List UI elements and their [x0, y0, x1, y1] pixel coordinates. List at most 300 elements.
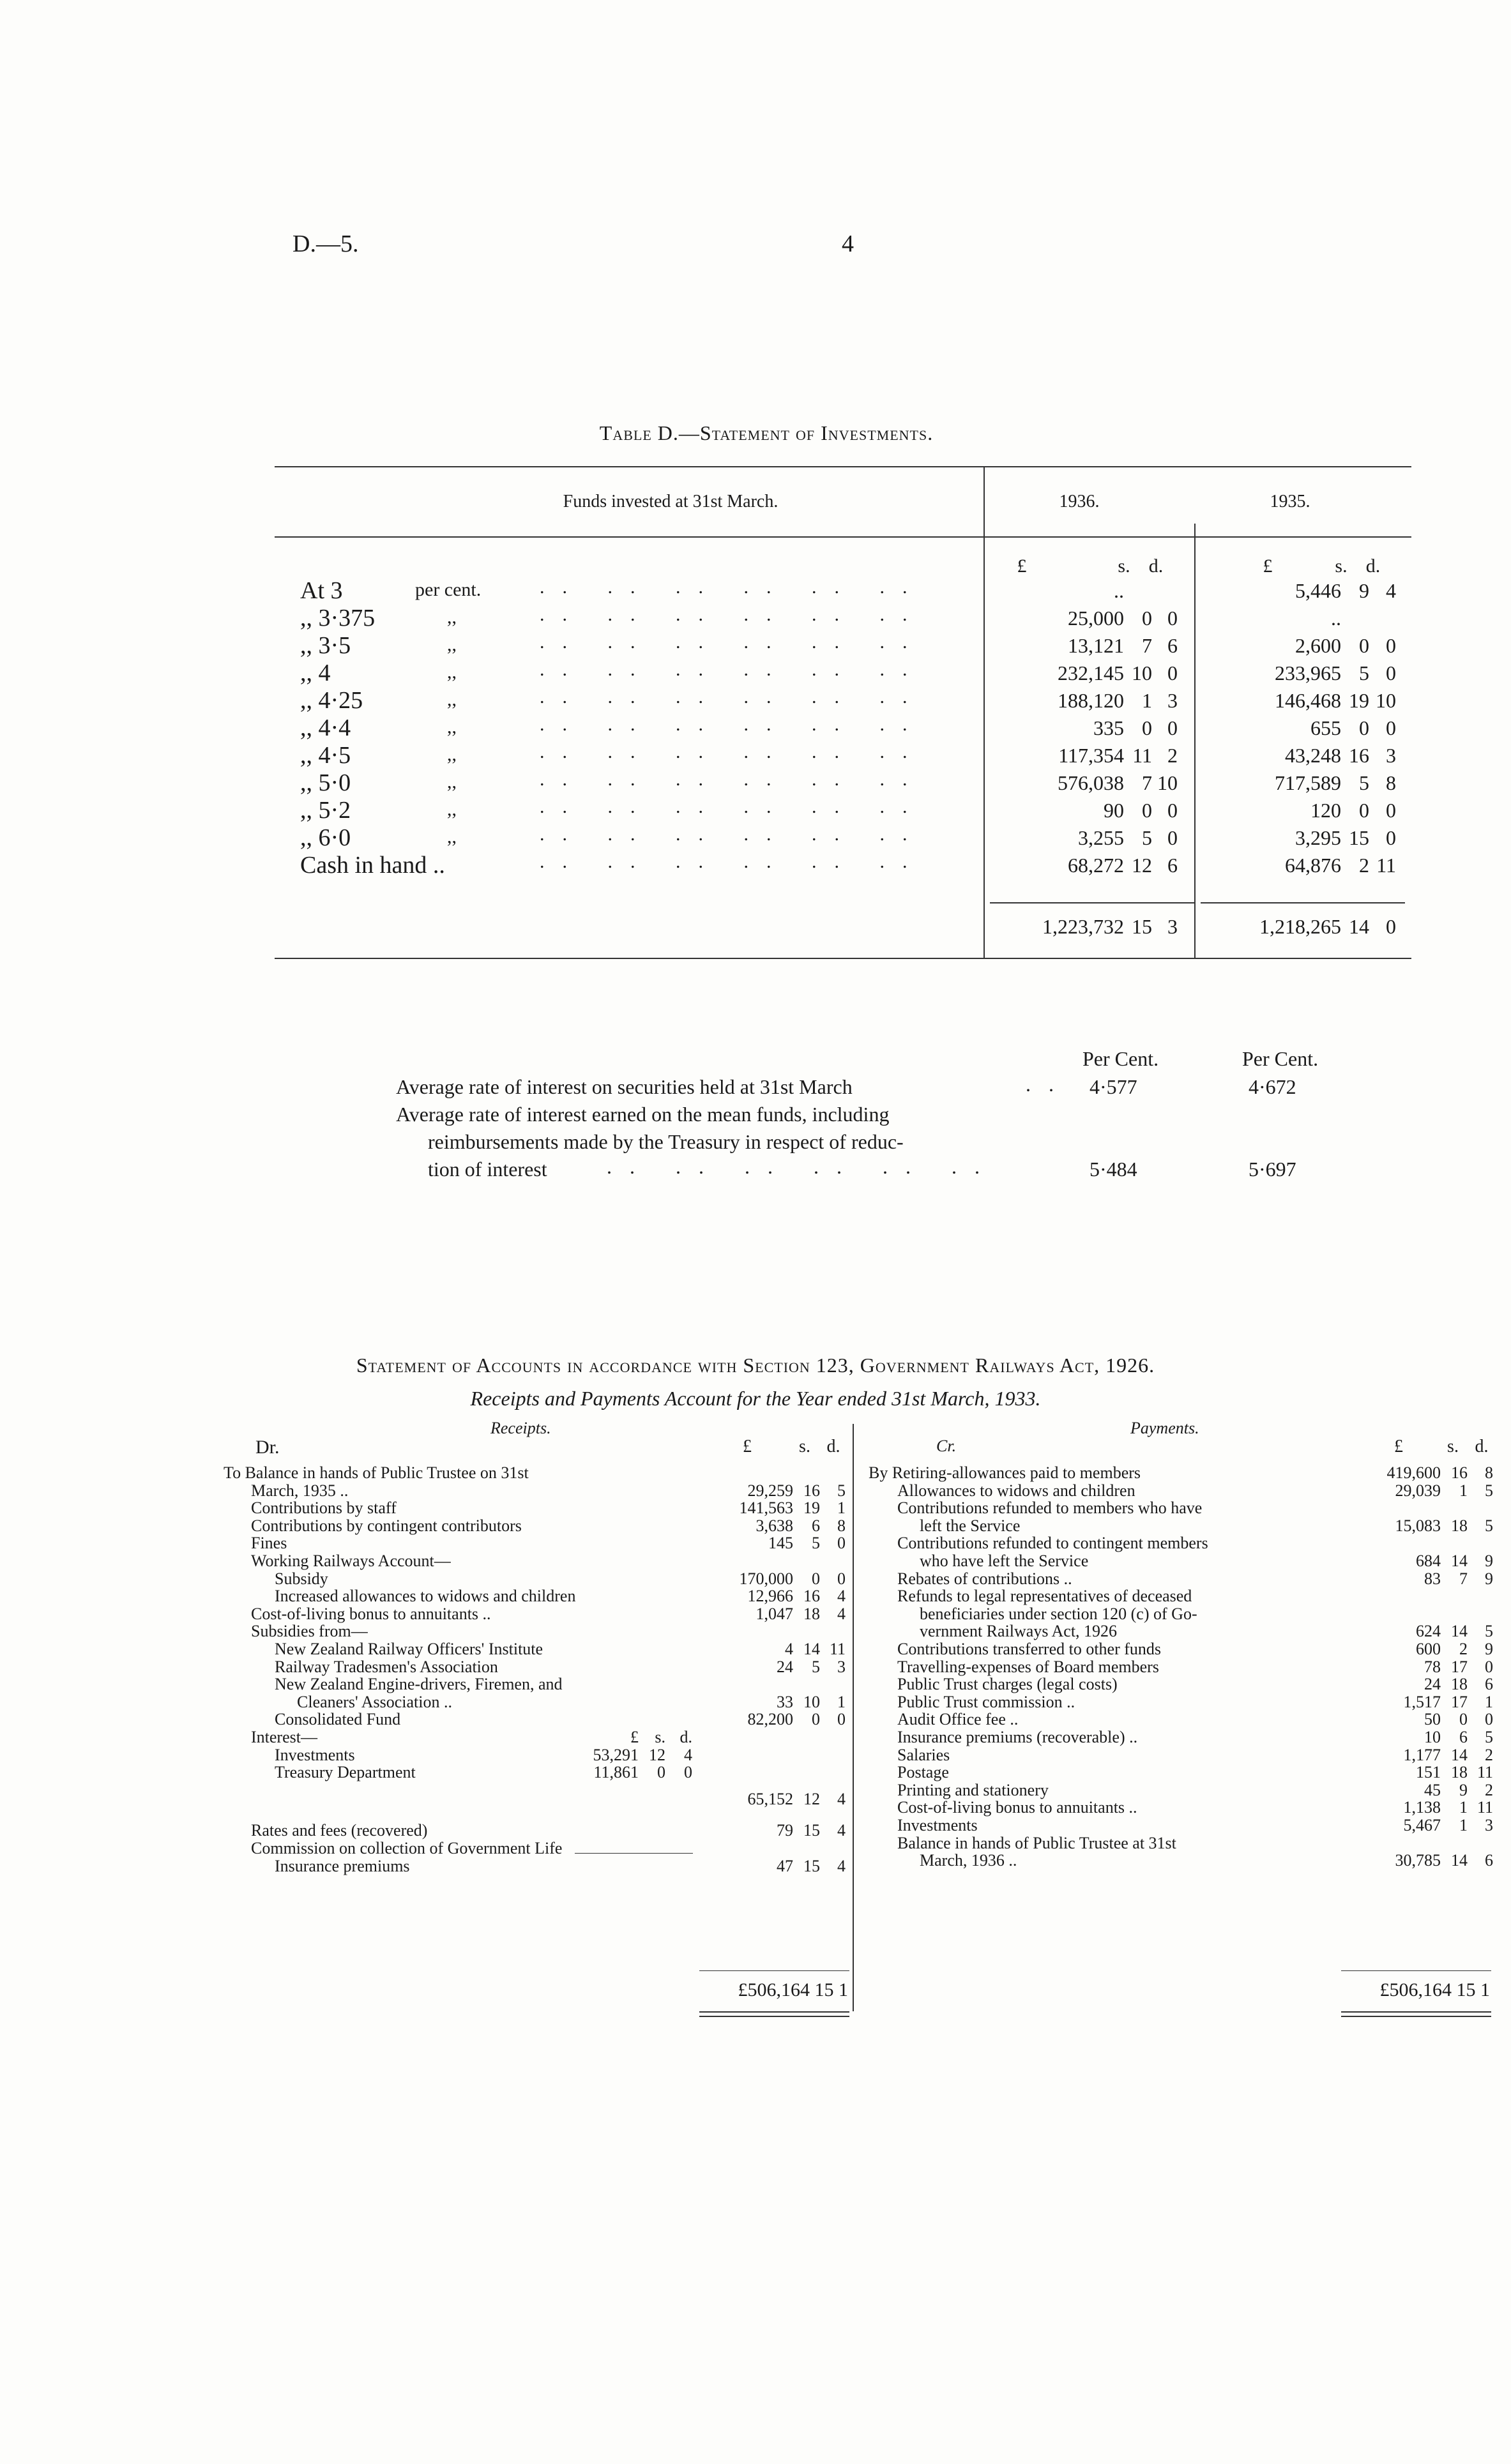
payment-amount-pence: 9 — [1485, 1552, 1493, 1570]
amount-1936-pence: 0 — [1167, 661, 1178, 684]
unit-pound: £ — [1017, 556, 1027, 577]
amount-1935-shillings: 2 — [1359, 854, 1369, 877]
payment-amount-shillings: 14 — [1451, 1552, 1468, 1570]
interest-subtotal-rule — [575, 1853, 693, 1854]
receipt-item-label: New Zealand Railway Officers' Institute — [275, 1640, 543, 1658]
rate-line1-a: 4·577 — [1090, 1075, 1137, 1098]
payment-amount-shillings: 7 — [1459, 1569, 1468, 1588]
payment-item-label: Allowances to widows and children — [897, 1481, 1135, 1500]
rate-line2b: reimbursements made by the Treasury in respect of reduc- — [428, 1130, 904, 1153]
investment-rate-label: At 3 — [300, 577, 343, 604]
leader-dots: .. .. .. .. .. .. — [607, 1155, 998, 1178]
amount-1935-pence: 10 — [1376, 689, 1396, 712]
payment-amount-pounds: 78 — [1424, 1657, 1441, 1676]
leader-dots: .. .. .. .. .. .. — [540, 824, 925, 845]
receipt-amount-pence: 4 — [837, 1587, 846, 1606]
amount-1936-pounds: 335 — [1093, 716, 1124, 739]
payment-amount-shillings: 1 — [1459, 1798, 1468, 1817]
leader-dots: .. — [1026, 1073, 1072, 1096]
header-rule — [275, 536, 1411, 538]
investment-rate-suffix: ,, — [447, 607, 457, 628]
leader-dots: .. .. .. .. .. .. — [540, 741, 925, 762]
payment-amount-shillings: 16 — [1451, 1463, 1468, 1482]
col-head-shillings: s. — [1447, 1437, 1459, 1456]
payment-amount-shillings: 14 — [1451, 1745, 1468, 1764]
receipt-amount-pounds: 145 — [768, 1534, 793, 1553]
receipt-amount-shillings: 14 — [803, 1640, 820, 1658]
amount-1935-pence: 11 — [1376, 854, 1396, 877]
amount-1936-pounds: 13,121 — [1068, 634, 1124, 657]
receipt-amount-pence: 0 — [837, 1569, 846, 1588]
investment-rate-suffix: ,, — [447, 716, 457, 737]
payment-amount-pence: 9 — [1485, 1569, 1493, 1588]
receipt-amount-pence: 1 — [837, 1499, 846, 1518]
unit-pound: £ — [1263, 556, 1273, 577]
investment-rate-label: ,, 4·4 — [300, 714, 351, 741]
receipt-amount-shillings: 15 — [803, 1856, 820, 1875]
investments-title: Table D.—Statement of Investments. — [599, 421, 934, 444]
amount-1935-shillings: 9 — [1359, 579, 1369, 602]
investment-rate-label: ,, 4 — [300, 660, 331, 686]
amount-1936-shillings: 0 — [1142, 799, 1152, 822]
rate-header-a: Per Cent. — [1082, 1047, 1159, 1070]
receipt-amount-pounds: 29,259 — [747, 1481, 793, 1500]
receipt-amount-pounds: 141,563 — [739, 1499, 793, 1518]
amount-1936-pence: 3 — [1167, 689, 1178, 712]
receipt-amount-pounds: 47 — [777, 1856, 793, 1875]
amount-1936-pence: 6 — [1167, 634, 1178, 657]
interest-treasury-shillings: 0 — [657, 1763, 665, 1782]
unit-pence: d. — [1365, 556, 1381, 577]
amount-1936-shillings: 0 — [1142, 607, 1152, 630]
payment-amount-pence: 6 — [1485, 1851, 1493, 1870]
receipt-item-label: Treasury Department — [275, 1763, 416, 1782]
amount-1936-pounds: 232,145 — [1058, 661, 1124, 684]
payment-amount-pounds: 1,138 — [1403, 1798, 1441, 1817]
cr-label: Cr. — [936, 1437, 957, 1455]
payment-item-label: Balance in hands of Public Trustee at 31st — [897, 1833, 1176, 1852]
total-1936-pounds: 1,223,732 — [1042, 915, 1124, 938]
rate-line2-a: 5·484 — [1090, 1158, 1137, 1181]
total-1935-pounds: 1,218,265 — [1259, 915, 1341, 938]
amount-1936-pounds: 90 — [1104, 799, 1124, 822]
receipt-amount-pounds: 65,152 — [747, 1789, 793, 1808]
payment-item-label: Salaries — [897, 1745, 950, 1764]
investment-rate-suffix: ,, — [447, 771, 457, 792]
payment-amount-pence: 2 — [1485, 1780, 1493, 1799]
unit-shilling: s. — [1118, 556, 1130, 577]
amount-1936-shillings: 1 — [1142, 689, 1152, 712]
interest-treasury-pounds: 11,861 — [593, 1763, 639, 1782]
interest-head-shillings: s. — [655, 1728, 665, 1746]
amount-1935-shillings: 19 — [1349, 689, 1369, 712]
investment-rate-suffix: ,, — [447, 634, 457, 655]
payments-total-rule-double-2 — [1341, 2016, 1491, 2017]
accounts-center-divider — [853, 1424, 854, 2011]
receipt-amount-shillings: 12 — [803, 1789, 820, 1808]
receipt-amount-pounds: 82,200 — [747, 1710, 793, 1729]
receipt-item-label: Interest— — [251, 1728, 317, 1746]
amount-1936-shillings: 7 — [1142, 771, 1152, 794]
payment-amount-pounds: 624 — [1416, 1622, 1441, 1641]
amount-1935-shillings: 5 — [1359, 661, 1369, 684]
amount-1935-pence: 0 — [1386, 661, 1396, 684]
payment-amount-pence: 11 — [1477, 1798, 1493, 1817]
receipt-item-label: Commission on collection of Government Life — [251, 1839, 563, 1857]
receipt-amount-pounds: 12,966 — [747, 1587, 793, 1606]
payment-amount-pence: 9 — [1485, 1640, 1493, 1658]
receipt-item-label: Cleaners' Association .. — [297, 1692, 452, 1711]
amount-1935-pounds: 233,965 — [1275, 661, 1341, 684]
payment-amount-pounds: 30,785 — [1395, 1851, 1441, 1870]
header-1935: 1935. — [1270, 492, 1310, 511]
amount-1935-pence: 4 — [1386, 579, 1396, 602]
investment-rate-label: ,, 3·5 — [300, 632, 351, 659]
payment-amount-pounds: 600 — [1416, 1640, 1441, 1658]
amount-1936-shillings: 0 — [1142, 716, 1152, 739]
payments-total-rule-top — [1341, 1970, 1491, 1971]
receipt-item-label: March, 1935 .. — [251, 1481, 349, 1500]
amount-1936-pence: 10 — [1157, 771, 1178, 794]
investment-rate-label: Cash in hand .. — [300, 852, 445, 879]
total-1935-pence: 0 — [1386, 915, 1396, 938]
payment-amount-pounds: 419,600 — [1386, 1463, 1441, 1482]
payments-total-rule-double-1 — [1341, 2011, 1491, 2013]
investment-rate-suffix: ,, — [447, 661, 457, 683]
amount-1936-shillings: 7 — [1142, 634, 1152, 657]
receipt-amount-pounds: 170,000 — [739, 1569, 793, 1588]
receipt-amount-shillings: 6 — [812, 1516, 820, 1535]
payment-item-label: beneficiaries under section 120 (c) of Go- — [920, 1604, 1197, 1623]
amount-1935-pounds: 5,446 — [1295, 579, 1341, 602]
amount-1936-pence: 2 — [1167, 744, 1178, 767]
payment-amount-shillings: 2 — [1459, 1640, 1468, 1658]
receipt-amount-pounds: 1,047 — [756, 1604, 793, 1623]
amount-1935-pounds: 64,876 — [1285, 854, 1341, 877]
receipts-total-rule-top — [699, 1970, 849, 1971]
leader-dots: .. .. .. .. .. .. — [540, 659, 925, 680]
receipt-amount-shillings: 18 — [803, 1604, 820, 1623]
amount-1935-pence: 8 — [1386, 771, 1396, 794]
payment-amount-shillings: 1 — [1459, 1481, 1468, 1500]
receipt-amount-pence: 0 — [837, 1534, 846, 1553]
amount-1936-shillings: 5 — [1142, 826, 1152, 849]
payment-amount-pounds: 83 — [1424, 1569, 1441, 1588]
receipt-amount-pence: 3 — [837, 1657, 846, 1676]
leader-dots: .. .. .. .. .. .. — [540, 851, 925, 872]
total-1936-shillings: 15 — [1132, 915, 1152, 938]
payment-amount-shillings: 18 — [1451, 1763, 1468, 1782]
payment-amount-pence: 1 — [1485, 1692, 1493, 1711]
rate-line2-b: 5·697 — [1249, 1158, 1296, 1181]
receipt-amount-pounds: 3,638 — [756, 1516, 793, 1535]
receipt-item-label: Investments — [275, 1745, 355, 1764]
payment-item-label: Audit Office fee .. — [897, 1710, 1019, 1729]
payment-amount-pounds: 15,083 — [1395, 1516, 1441, 1535]
payment-item-label: Postage — [897, 1763, 949, 1782]
payment-item-label: Public Trust charges (legal costs) — [897, 1675, 1118, 1694]
receipt-amount-pence: 5 — [837, 1481, 846, 1500]
receipt-amount-shillings: 16 — [803, 1481, 820, 1500]
receipt-amount-shillings: 10 — [803, 1692, 820, 1711]
amount-1935-shillings: 0 — [1359, 716, 1369, 739]
payment-amount-shillings: 14 — [1451, 1851, 1468, 1870]
receipt-item-label: Subsidies from— — [251, 1622, 368, 1641]
amount-1936-pence: 0 — [1167, 716, 1178, 739]
receipt-item-label: Working Railways Account— — [251, 1552, 451, 1570]
table-top-rule — [275, 466, 1411, 467]
receipt-item-label: Increased allowances to widows and children — [275, 1587, 576, 1606]
payment-item-label: March, 1936 .. — [920, 1851, 1017, 1870]
investment-rate-label: ,, 3·375 — [300, 605, 376, 631]
amount-1935-pounds: 2,600 — [1295, 634, 1341, 657]
amount-1936-shillings: 11 — [1132, 744, 1152, 767]
interest-investments-shillings: 12 — [649, 1745, 665, 1764]
receipt-amount-pence: 4 — [837, 1821, 846, 1840]
payment-item-label: Refunds to legal representatives of deceased — [897, 1587, 1192, 1606]
amount-1935-pence: 0 — [1386, 634, 1396, 657]
leader-dots: .. .. .. .. .. .. — [540, 631, 925, 653]
accounts-subtitle: Receipts and Payments Account for the Year ended 31st March, 1933. — [470, 1387, 1041, 1410]
payment-item-label: left the Service — [920, 1516, 1021, 1535]
receipt-amount-shillings: 16 — [803, 1587, 820, 1606]
payment-amount-shillings: 9 — [1459, 1780, 1468, 1799]
amount-1936-pounds: 576,038 — [1058, 771, 1124, 794]
amount-1935-pounds: 146,468 — [1275, 689, 1341, 712]
payment-amount-shillings: 17 — [1451, 1692, 1468, 1711]
payment-amount-pence: 6 — [1485, 1675, 1493, 1694]
col-head-pence: d. — [826, 1437, 840, 1456]
col-head-shillings: s. — [799, 1437, 810, 1456]
receipt-amount-pence: 11 — [829, 1640, 846, 1658]
payment-amount-pence: 5 — [1485, 1622, 1493, 1641]
amount-1936-pence: 6 — [1167, 854, 1178, 877]
payment-item-label: Rebates of contributions .. — [897, 1569, 1072, 1588]
payment-item-label: vernment Railways Act, 1926 — [920, 1622, 1118, 1641]
payment-item-label: Cost-of-living bonus to annuitants .. — [897, 1798, 1137, 1817]
amount-1935-shillings: 16 — [1349, 744, 1369, 767]
receipts-total-rule-double-1 — [699, 2011, 849, 2013]
payment-amount-shillings: 18 — [1451, 1516, 1468, 1535]
payment-item-label: Travelling-expenses of Board members — [897, 1657, 1159, 1676]
receipt-amount-pounds: 79 — [777, 1821, 793, 1840]
amount-1936-pounds: 25,000 — [1068, 607, 1124, 630]
investment-rate-label: ,, 5·0 — [300, 769, 351, 796]
amount-1936-pounds: .. — [1114, 579, 1124, 602]
amount-1936-pence: 0 — [1167, 826, 1178, 849]
receipt-item-label: Subsidy — [275, 1569, 328, 1588]
payment-amount-shillings: 17 — [1451, 1657, 1468, 1676]
payment-amount-pence: 3 — [1485, 1816, 1493, 1834]
payment-amount-shillings: 18 — [1451, 1675, 1468, 1694]
interest-head-pounds: £ — [630, 1728, 639, 1746]
receipt-amount-shillings: 15 — [803, 1821, 820, 1840]
payment-amount-pounds: 5,467 — [1403, 1816, 1441, 1834]
amount-1936-pounds: 68,272 — [1068, 854, 1124, 877]
investment-rate-suffix: ,, — [447, 826, 457, 847]
receipt-amount-pounds: 24 — [777, 1657, 793, 1676]
payment-item-label: Public Trust commission .. — [897, 1692, 1075, 1711]
header-funds: Funds invested at 31st March. — [563, 492, 778, 511]
investment-rate-suffix: ,, — [447, 744, 457, 765]
payment-amount-shillings: 6 — [1459, 1728, 1468, 1746]
rate-line1: Average rate of interest on securities held at 31st March — [396, 1075, 853, 1098]
amount-1935-pounds: 43,248 — [1285, 744, 1341, 767]
interest-investments-pence: 4 — [684, 1745, 692, 1764]
payment-amount-shillings: 1 — [1459, 1816, 1468, 1834]
payment-amount-pence: 5 — [1485, 1516, 1493, 1535]
interest-treasury-pence: 0 — [684, 1763, 692, 1782]
amount-1935-shillings: 0 — [1359, 799, 1369, 822]
payment-amount-pounds: 1,517 — [1403, 1692, 1441, 1711]
receipts-total-rule-double-2 — [699, 2016, 849, 2017]
rate-header-b: Per Cent. — [1242, 1047, 1319, 1070]
amount-1935-pence: 3 — [1386, 744, 1396, 767]
table-bottom-rule — [275, 958, 1411, 959]
dr-label: Dr. — [255, 1437, 280, 1458]
receipts-total: £506,164 15 1 — [738, 1979, 848, 2000]
receipt-item-label: Consolidated Fund — [275, 1710, 401, 1729]
leader-dots: .. .. .. .. .. .. — [540, 577, 925, 598]
payments-heading: Payments. — [1130, 1419, 1199, 1437]
col-head-pence: d. — [1475, 1437, 1489, 1456]
payment-amount-shillings: 0 — [1459, 1710, 1468, 1729]
receipt-item-label: Contributions by staff — [251, 1499, 397, 1518]
receipt-amount-shillings: 0 — [812, 1569, 820, 1588]
payment-amount-pence: 2 — [1485, 1745, 1493, 1764]
payment-amount-pounds: 10 — [1424, 1728, 1441, 1746]
receipt-amount-pence: 8 — [837, 1516, 846, 1535]
receipt-item-label: Cost-of-living bonus to annuitants .. — [251, 1604, 491, 1623]
investment-rate-label: ,, 5·2 — [300, 797, 351, 824]
receipt-amount-pence: 1 — [837, 1692, 846, 1711]
investment-rate-suffix: ,, — [447, 689, 457, 710]
payment-amount-pence: 0 — [1485, 1657, 1493, 1676]
investment-rate-label: ,, 6·0 — [300, 824, 351, 851]
total-1936-pence: 3 — [1167, 915, 1178, 938]
rate-line2c: tion of interest — [428, 1158, 547, 1181]
col-head-pounds: £ — [1394, 1437, 1403, 1456]
total-1935-shillings: 14 — [1349, 915, 1369, 938]
payment-item-label: Printing and stationery — [897, 1780, 1049, 1799]
leader-dots: .. .. .. .. .. .. — [540, 686, 925, 707]
receipts-heading: Receipts. — [490, 1419, 551, 1437]
receipt-amount-pounds: 33 — [777, 1692, 793, 1711]
payment-item-label: Insurance premiums (recoverable) .. — [897, 1728, 1138, 1746]
leader-dots: .. .. .. .. .. .. — [540, 604, 925, 625]
rate-line1-b: 4·672 — [1249, 1075, 1296, 1098]
payment-item-label: who have left the Service — [920, 1552, 1089, 1570]
receipt-item-label: To Balance in hands of Public Trustee on 31st — [224, 1463, 529, 1482]
receipt-amount-pence: 0 — [837, 1710, 846, 1729]
amount-1936-shillings: 10 — [1132, 661, 1152, 684]
payment-amount-pence: 5 — [1485, 1481, 1493, 1500]
payment-amount-pounds: 684 — [1416, 1552, 1441, 1570]
leader-dots: .. .. .. .. .. .. — [540, 714, 925, 735]
payment-amount-pounds: 45 — [1424, 1780, 1441, 1799]
receipt-item-label: Railway Tradesmen's Association — [275, 1657, 498, 1676]
investment-rate-label: ,, 4·25 — [300, 687, 363, 714]
leader-dots: .. .. .. .. .. .. — [540, 769, 925, 790]
amount-1935-pounds: 655 — [1310, 716, 1341, 739]
receipt-amount-shillings: 5 — [812, 1657, 820, 1676]
payment-amount-pounds: 50 — [1424, 1710, 1441, 1729]
payment-amount-pounds: 151 — [1416, 1763, 1441, 1782]
payments-total: £506,164 15 1 — [1379, 1979, 1490, 2000]
interest-investments-pounds: 53,291 — [593, 1745, 639, 1764]
header-1936: 1936. — [1059, 492, 1100, 511]
investment-rate-suffix: ,, — [447, 799, 457, 820]
total-rule-1935 — [1201, 902, 1405, 903]
payment-item-label: Contributions transferred to other funds — [897, 1640, 1162, 1658]
amount-1935-pence: 0 — [1386, 716, 1396, 739]
receipt-amount-pounds: 4 — [785, 1640, 793, 1658]
payment-amount-pence: 11 — [1477, 1763, 1493, 1782]
leader-dots: .. .. .. .. .. .. — [540, 796, 925, 817]
receipt-amount-pence: 4 — [837, 1604, 846, 1623]
amount-1935-shillings: 5 — [1359, 771, 1369, 794]
unit-shilling: s. — [1335, 556, 1348, 577]
amount-1936-pounds: 117,354 — [1058, 744, 1124, 767]
amount-1936-shillings: 12 — [1132, 854, 1152, 877]
rate-line2a: Average rate of interest earned on the mean funds, including — [396, 1103, 890, 1126]
amount-1936-pence: 0 — [1167, 799, 1178, 822]
receipt-amount-pence: 4 — [837, 1856, 846, 1875]
unit-pence: d. — [1148, 556, 1164, 577]
payment-amount-pence: 8 — [1485, 1463, 1493, 1482]
receipt-item-label: New Zealand Engine-drivers, Firemen, and — [275, 1675, 563, 1694]
amount-1936-pounds: 188,120 — [1058, 689, 1124, 712]
interest-head-pence: d. — [680, 1728, 692, 1746]
amount-1935-shillings: 15 — [1349, 826, 1369, 849]
receipt-item-label: Fines — [251, 1534, 287, 1553]
payment-amount-pence: 5 — [1485, 1728, 1493, 1746]
receipt-amount-shillings: 19 — [803, 1499, 820, 1518]
amount-1935-pounds: .. — [1331, 607, 1341, 630]
total-rule-1936 — [990, 902, 1194, 903]
amount-1935-shillings: 0 — [1359, 634, 1369, 657]
payment-amount-pounds: 29,039 — [1395, 1481, 1441, 1500]
amount-1936-pence: 0 — [1167, 607, 1178, 630]
payment-amount-pounds: 24 — [1424, 1675, 1441, 1694]
receipt-amount-shillings: 5 — [812, 1534, 820, 1553]
payment-amount-shillings: 14 — [1451, 1622, 1468, 1641]
payment-item-label: Contributions refunded to contingent members — [897, 1534, 1208, 1553]
investment-rate-label: ,, 4·5 — [300, 742, 351, 769]
page-number: 4 — [842, 231, 854, 257]
series-code: D.—5. — [292, 231, 359, 257]
amount-1936-pounds: 3,255 — [1078, 826, 1124, 849]
payment-item-label: By Retiring-allowances paid to members — [869, 1463, 1141, 1482]
payment-item-label: Contributions refunded to members who have — [897, 1499, 1203, 1518]
payment-amount-pounds: 1,177 — [1403, 1745, 1441, 1764]
amount-1935-pence: 0 — [1386, 826, 1396, 849]
accounts-title: Statement of Accounts in accordance with Section 123, Government Railways Act, 1926. — [356, 1354, 1155, 1377]
amount-1935-pounds: 3,295 — [1295, 826, 1341, 849]
amount-1935-pence: 0 — [1386, 799, 1396, 822]
col-divider-1935 — [1194, 524, 1196, 958]
receipt-amount-pence: 4 — [837, 1789, 846, 1808]
amount-1935-pounds: 717,589 — [1275, 771, 1341, 794]
investment-rate-suffix: per cent. — [415, 579, 482, 600]
col-head-pounds: £ — [743, 1437, 752, 1456]
receipt-item-label: Insurance premiums — [275, 1856, 410, 1875]
payment-amount-pence: 0 — [1485, 1710, 1493, 1729]
receipt-item-label: Contributions by contingent contributors — [251, 1516, 522, 1535]
amount-1935-pounds: 120 — [1310, 799, 1341, 822]
payment-item-label: Investments — [897, 1816, 978, 1834]
receipt-item-label: Rates and fees (recovered) — [251, 1821, 428, 1840]
